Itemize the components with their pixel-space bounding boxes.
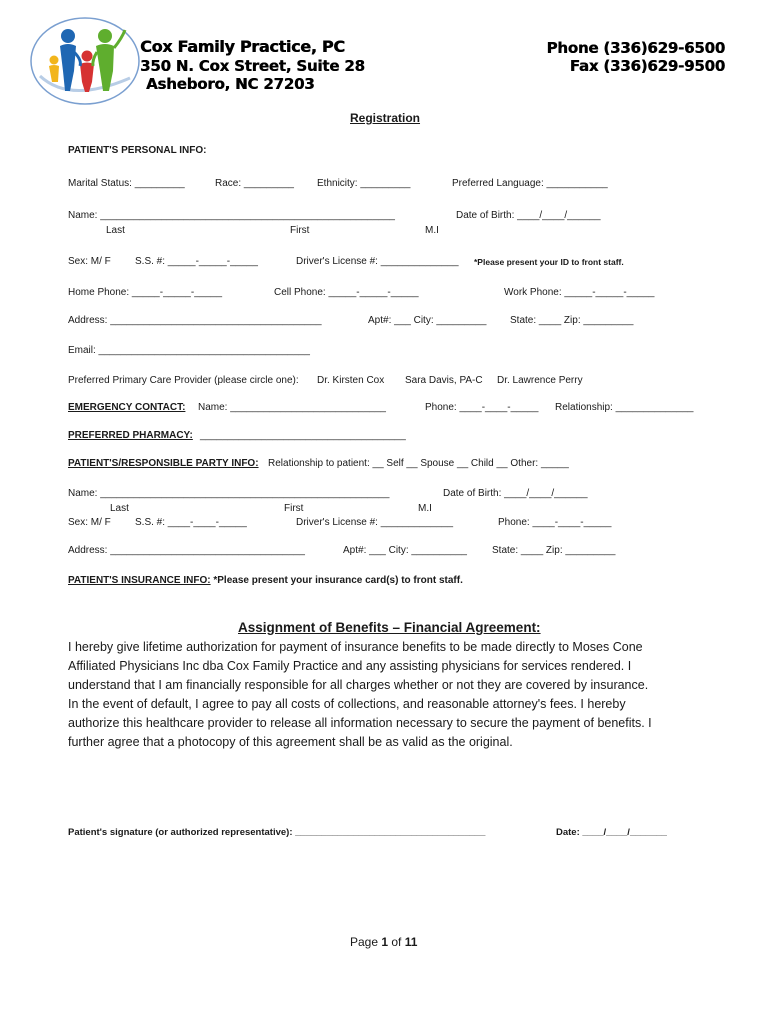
page-total: 11: [404, 935, 418, 949]
responsible-first-label: First: [284, 503, 304, 514]
responsible-name-field[interactable]: Name: ____________________________________________________: [68, 488, 390, 499]
pcp-option-perry[interactable]: Dr. Lawrence Perry: [497, 375, 583, 386]
family-logo-icon: [30, 16, 140, 106]
practice-name: Cox Family Practice, PC: [140, 37, 345, 56]
signature-field[interactable]: Patient's signature (or authorized representative): ____________________________________: [68, 827, 486, 838]
pcp-option-cox[interactable]: Dr. Kirsten Cox: [317, 375, 385, 386]
ethnicity-field[interactable]: Ethnicity: _________: [317, 178, 411, 189]
agreement-title: Assignment of Benefits – Financial Agreement:: [238, 620, 541, 635]
name-mi-label: M.I: [425, 225, 439, 236]
agreement-line: In the event of default, I agree to pay all costs of collections, and reasonable attorney's fees. I hereby: [68, 697, 626, 711]
patient-email-field[interactable]: Email: ______________________________________: [68, 345, 310, 356]
practice-address-line1: 350 N. Cox Street, Suite 28: [140, 57, 365, 75]
marital-status-field[interactable]: Marital Status: _________: [68, 178, 185, 189]
responsible-state-zip-field[interactable]: State: ____ Zip: _________: [492, 545, 616, 556]
id-note: *Please present your ID to front staff.: [474, 257, 624, 267]
patient-address-field[interactable]: Address: ______________________________________: [68, 315, 322, 326]
responsible-phone-field[interactable]: Phone: ____-____-_____: [498, 517, 612, 528]
agreement-line: further agree that a photocopy of this agreement shall be as valid as the original.: [68, 735, 513, 749]
page-prefix: Page: [350, 935, 382, 949]
pcp-label: Preferred Primary Care Provider (please circle one):: [68, 375, 299, 386]
emergency-name-field[interactable]: Name: ____________________________: [198, 402, 386, 413]
name-first-label: First: [290, 225, 310, 236]
responsible-address-field[interactable]: Address: ___________________________________: [68, 545, 305, 556]
patient-license-field[interactable]: Driver's License #: ______________: [296, 256, 459, 267]
home-phone-field[interactable]: Home Phone: _____-_____-_____: [68, 287, 223, 298]
insurance-note: *Please present your insurance card(s) to front staff.: [210, 575, 463, 586]
patient-name-field[interactable]: Name: _____________________________________________________: [68, 210, 395, 221]
page-number: [350, 935, 417, 949]
agreement-line: I hereby give lifetime authorization for payment of insurance benefits to be made directly to Moses Cone: [68, 640, 643, 654]
page-of: of: [388, 935, 405, 949]
pharmacy-field[interactable]: _____________________________________: [200, 430, 406, 441]
patient-sex-field[interactable]: Sex: M/ F: [68, 256, 111, 267]
responsible-license-field[interactable]: Driver's License #: _____________: [296, 517, 454, 528]
responsible-sex-field[interactable]: Sex: M/ F: [68, 517, 111, 528]
emergency-relationship-field[interactable]: Relationship: ______________: [555, 402, 694, 413]
insurance-info-line: [68, 575, 463, 586]
name-last-label: Last: [106, 225, 125, 236]
responsible-last-label: Last: [110, 503, 129, 514]
agreement-line: Affiliated Physicians Inc dba Cox Family Practice and any assisting physicians for services rendered. I: [68, 659, 632, 673]
form-title: Registration: [350, 111, 421, 125]
patient-dob-field[interactable]: Date of Birth: ____/____/______: [456, 210, 601, 221]
pcp-option-davis[interactable]: Sara Davis, PA-C: [405, 375, 483, 386]
agreement-body: [68, 638, 652, 752]
work-phone-field[interactable]: Work Phone: _____-_____-_____: [504, 287, 655, 298]
emergency-contact-heading: EMERGENCY CONTACT:: [68, 402, 186, 413]
practice-address-line2: Asheboro, NC 27203: [146, 75, 315, 93]
relationship-to-patient-field[interactable]: Relationship to patient: __ Self __ Spouse __ Child __ Other: _____: [268, 458, 569, 469]
responsible-party-heading: PATIENT'S/RESPONSIBLE PARTY INFO:: [68, 458, 259, 469]
signature-date-field[interactable]: Date: ____/____/_______: [556, 827, 667, 838]
responsible-dob-field[interactable]: Date of Birth: ____/____/______: [443, 488, 588, 499]
patient-state-zip-field[interactable]: State: ____ Zip: _________: [510, 315, 634, 326]
responsible-apt-city-field[interactable]: Apt#: ___ City: __________: [343, 545, 467, 556]
patient-apt-city-field[interactable]: Apt#: ___ City: _________: [368, 315, 487, 326]
responsible-ssn-field[interactable]: S.S. #: ____-____-_____: [135, 517, 247, 528]
insurance-heading: PATIENT'S INSURANCE INFO:: [68, 575, 211, 586]
page-current: 1: [381, 935, 389, 949]
race-field[interactable]: Race: _________: [215, 178, 294, 189]
practice-logo: [30, 16, 140, 106]
preferred-language-field[interactable]: Preferred Language: ___________: [452, 178, 608, 189]
emergency-phone-field[interactable]: Phone: ____-____-_____: [425, 402, 539, 413]
personal-info-heading: PATIENT'S PERSONAL INFO:: [68, 145, 207, 156]
cell-phone-field[interactable]: Cell Phone: _____-_____-_____: [274, 287, 419, 298]
practice-phone: Phone (336)629-6500: [546, 39, 725, 57]
agreement-line: understand that I am financially responsible for all charges whether or not they are covered by insurance.: [68, 678, 649, 692]
responsible-mi-label: M.I: [418, 503, 432, 514]
patient-ssn-field[interactable]: S.S. #: _____-_____-_____: [135, 256, 258, 267]
practice-fax: Fax (336)629-9500: [569, 57, 725, 75]
pharmacy-heading: PREFERRED PHARMACY:: [68, 430, 193, 441]
agreement-line: authorize this healthcare provider to release all information necessary to secure the payment of benefits. I: [68, 716, 652, 730]
